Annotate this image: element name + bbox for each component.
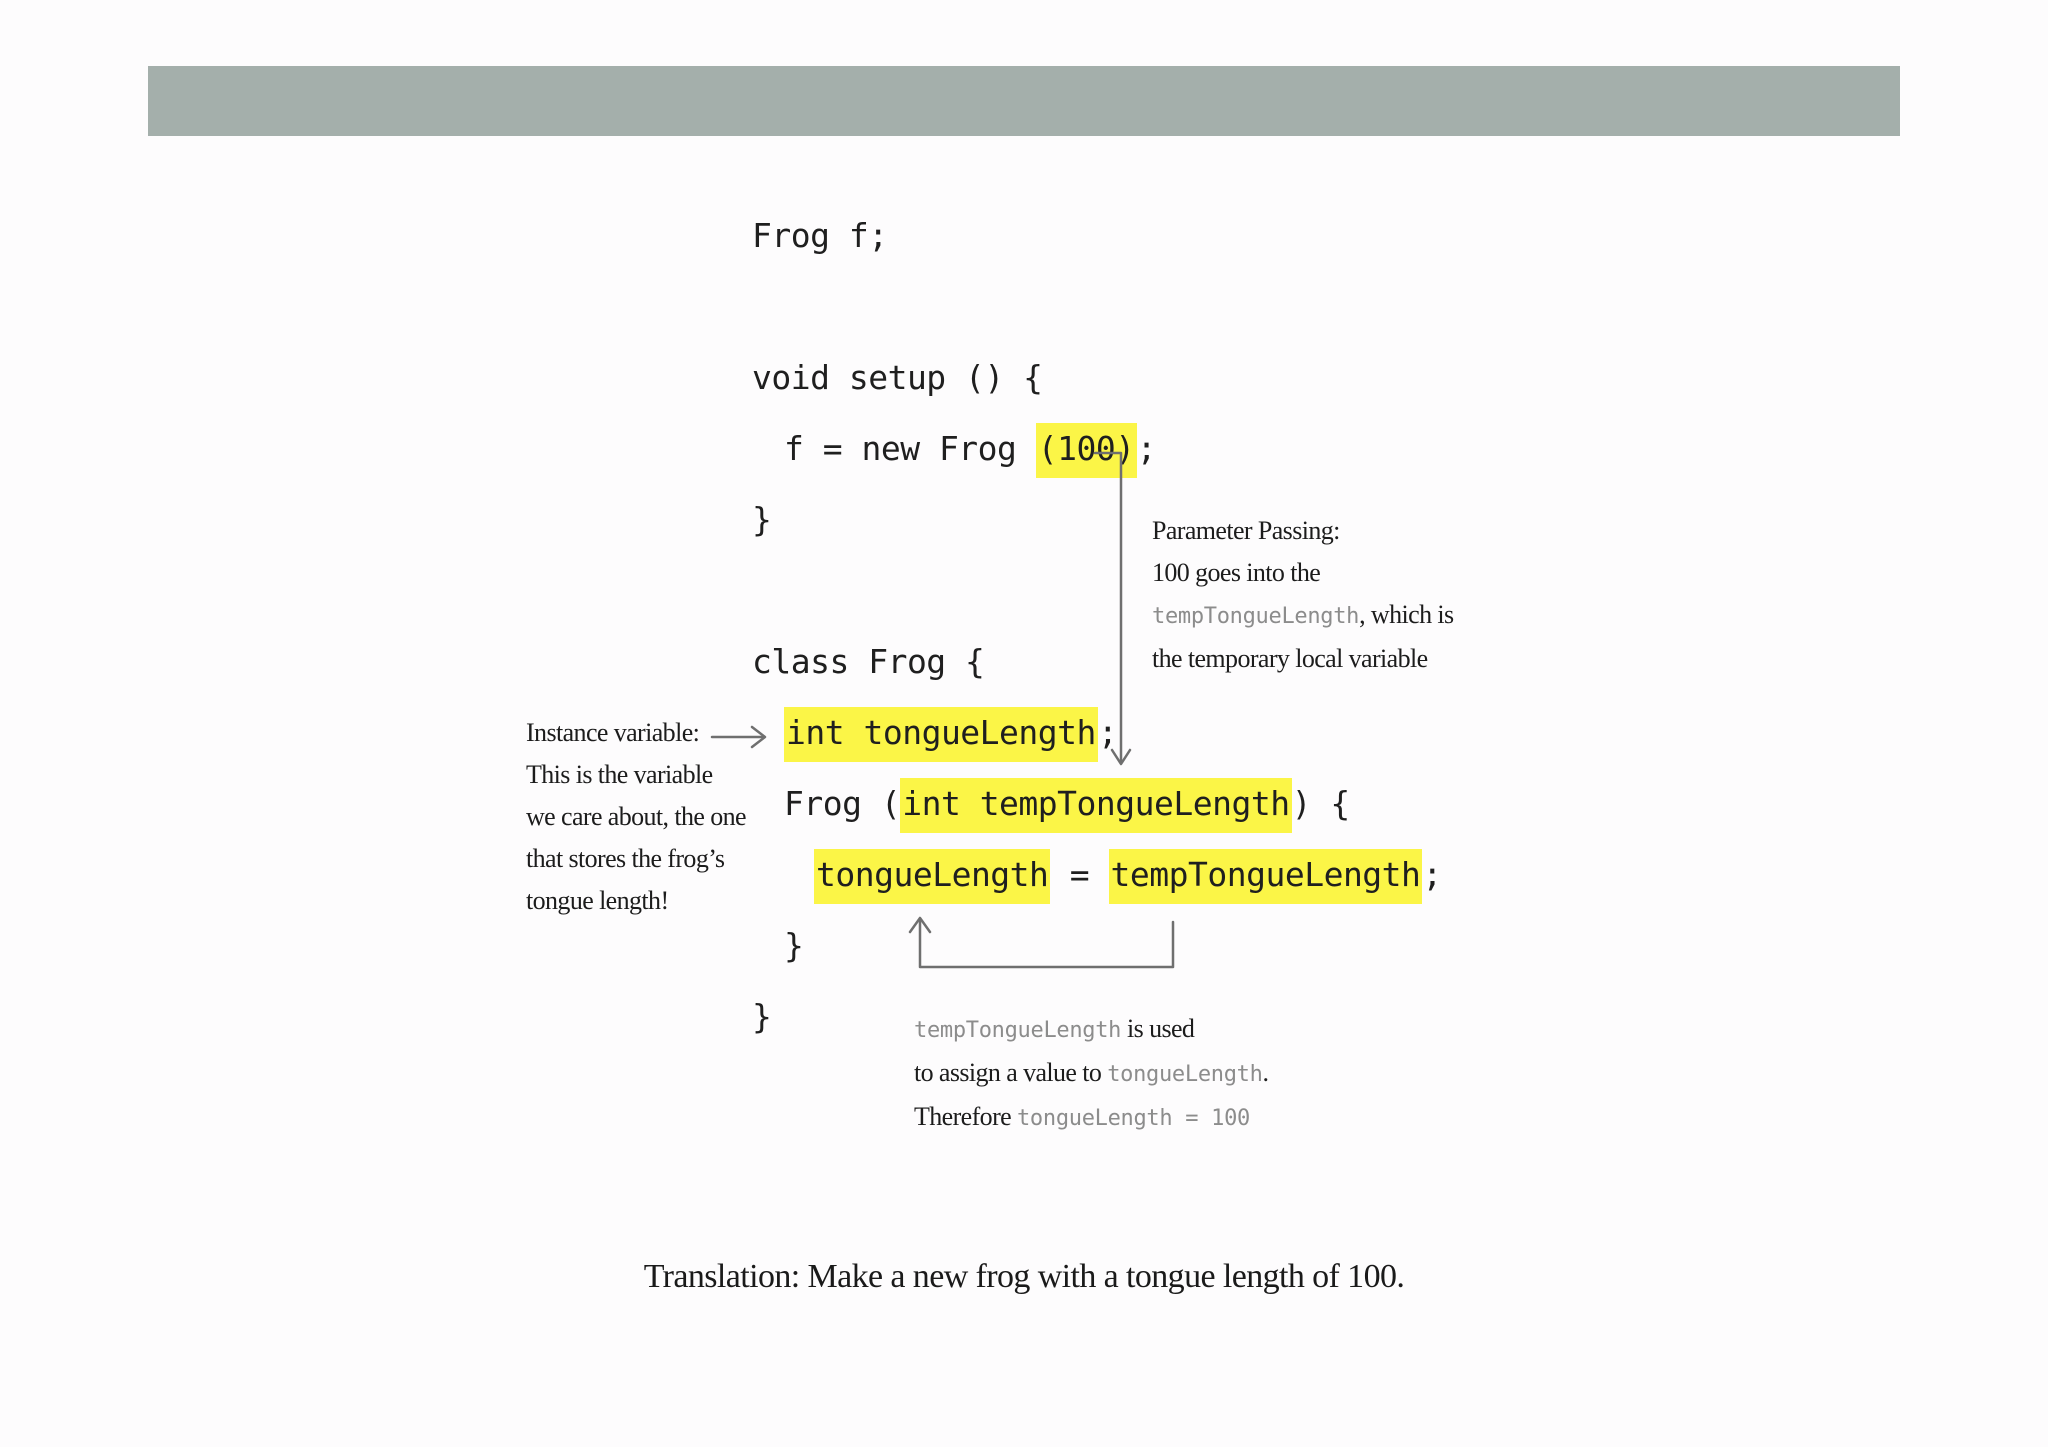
assign-note-text: to assign a value to [914,1058,1108,1087]
assign-note-line [914,1008,1268,1052]
assign-note-text: . [1262,1058,1269,1087]
param-note-code: tempTongueLength [1152,604,1360,629]
code-line-frog-declaration: Frog f; [752,216,888,255]
assignment-note [914,1008,1268,1140]
code-constructor-open: ) { [1291,784,1350,823]
highlighted-assign-target: tongueLength [814,849,1050,904]
assign-note-code: tempTongueLength [914,1018,1122,1043]
instance-note-line: tongue length! [526,886,669,915]
assign-note-line [914,1096,1268,1140]
code-equals: = [1050,855,1109,894]
code-line-setup: void setup () { [752,358,1043,397]
instance-note-line: Instance variable: [526,718,700,747]
highlighted-argument: (100) [1036,423,1137,478]
instance-note-line: that stores the frog’s [526,844,725,873]
code-line-constructor [784,780,1350,828]
code-semicolon: ; [1422,855,1442,894]
code-semicolon: ; [1097,713,1118,752]
param-note-text: , which is [1359,600,1454,629]
header-bar [148,66,1900,136]
code-semicolon: ; [1136,429,1156,468]
assign-note-text: is used [1121,1014,1195,1043]
instance-variable-note [526,712,746,922]
code-line-new-frog [784,425,1156,473]
code-line-class-frog: class Frog { [752,642,985,681]
code-constructor-name: Frog ( [784,784,901,823]
assignment-arrowhead [910,918,930,932]
code-line-instance-variable [784,709,1117,757]
instance-variable-arrowhead [752,727,765,747]
param-note-line: Parameter Passing: [1152,516,1340,545]
instance-note-line: we care about, the one [526,802,746,831]
assign-note-text: Therefore [914,1102,1017,1131]
param-note-line: 100 goes into the [1152,558,1321,587]
assign-note-code: tongueLength = 100 [1016,1106,1250,1131]
code-new-frog-text: f = new Frog [784,429,1036,468]
assignment-arrow [920,920,1173,967]
assign-note-code: tongueLength [1107,1062,1263,1087]
param-note-line [1152,594,1454,638]
highlighted-instance-variable: int tongueLength [784,707,1098,762]
instance-note-line: This is the variable [526,760,713,789]
code-line-close-class: } [752,997,772,1036]
code-line-close-setup: } [752,500,772,539]
code-line-close-constructor: } [784,926,804,965]
param-note-line: the temporary local variable [1152,644,1428,673]
parameter-passing-note [1152,510,1454,680]
highlighted-assign-source: tempTongueLength [1109,849,1423,904]
translation-caption: Translation: Make a new frog with a tongue length of 100. [643,1258,1405,1295]
code-line-assignment [814,851,1442,899]
assign-note-line [914,1052,1268,1096]
highlighted-parameter: int tempTongueLength [900,778,1291,833]
